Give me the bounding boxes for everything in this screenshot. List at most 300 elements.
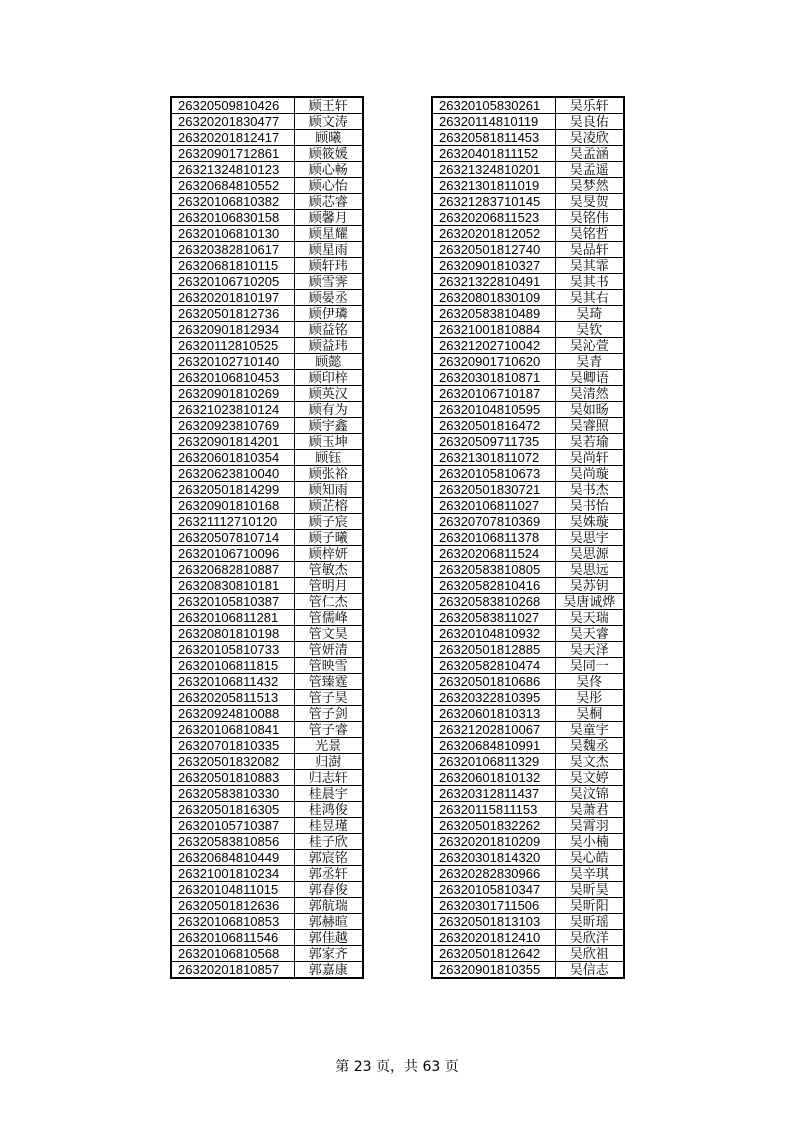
table-row bbox=[171, 690, 363, 706]
exam-number-cell: 26320105710387 bbox=[171, 818, 294, 834]
exam-number-cell: 26320106810853 bbox=[171, 914, 294, 930]
student-name-cell: 管敏杰 bbox=[294, 562, 363, 578]
table-row bbox=[432, 514, 624, 530]
table-row bbox=[432, 754, 624, 770]
student-name-cell: 郭家齐 bbox=[294, 946, 363, 962]
exam-number-cell: 26320901810355 bbox=[432, 962, 555, 979]
exam-number-cell: 26320104810595 bbox=[432, 402, 555, 418]
exam-number-cell: 26320583810268 bbox=[432, 594, 555, 610]
student-name-cell: 顾王轩 bbox=[294, 97, 363, 114]
student-name-cell: 吴天睿 bbox=[555, 626, 624, 642]
table-row bbox=[171, 418, 363, 434]
table-row bbox=[171, 258, 363, 274]
student-name-cell: 顾伊璘 bbox=[294, 306, 363, 322]
table-row bbox=[432, 434, 624, 450]
student-name-cell: 顾知雨 bbox=[294, 482, 363, 498]
student-name-cell: 吴凌欣 bbox=[555, 130, 624, 146]
student-name-cell: 吴铭哲 bbox=[555, 226, 624, 242]
student-name-cell: 顾懿 bbox=[294, 354, 363, 370]
student-name-cell: 吴思源 bbox=[555, 546, 624, 562]
student-name-cell: 吴苏钥 bbox=[555, 578, 624, 594]
student-name-cell: 吴青 bbox=[555, 354, 624, 370]
exam-number-cell: 26320701810335 bbox=[171, 738, 294, 754]
exam-number-cell: 26321324810123 bbox=[171, 162, 294, 178]
exam-number-cell: 26320115811153 bbox=[432, 802, 555, 818]
student-name-cell: 吴童宇 bbox=[555, 722, 624, 738]
table-row bbox=[432, 242, 624, 258]
student-name-cell: 吴睿照 bbox=[555, 418, 624, 434]
table-row bbox=[432, 562, 624, 578]
table-row bbox=[171, 386, 363, 402]
exam-number-cell: 26320830810181 bbox=[171, 578, 294, 594]
table-row bbox=[171, 530, 363, 546]
exam-number-cell: 26320106830158 bbox=[171, 210, 294, 226]
student-name-cell: 管子睿 bbox=[294, 722, 363, 738]
student-name-cell: 管明月 bbox=[294, 578, 363, 594]
student-name-cell: 郭嘉康 bbox=[294, 962, 363, 979]
table-row bbox=[432, 210, 624, 226]
table-row bbox=[171, 482, 363, 498]
exam-number-cell: 26320583811027 bbox=[432, 610, 555, 626]
exam-number-cell: 26320583810805 bbox=[432, 562, 555, 578]
student-name-cell: 吴昕瑶 bbox=[555, 914, 624, 930]
table-row bbox=[432, 818, 624, 834]
student-name-cell: 管儒峰 bbox=[294, 610, 363, 626]
table-row bbox=[171, 850, 363, 866]
student-name-cell: 顾文涛 bbox=[294, 114, 363, 130]
table-row bbox=[171, 674, 363, 690]
exam-number-cell: 26321301811019 bbox=[432, 178, 555, 194]
exam-number-cell: 26320924810088 bbox=[171, 706, 294, 722]
exam-number-cell: 26320583810489 bbox=[432, 306, 555, 322]
exam-number-cell: 26320501830721 bbox=[432, 482, 555, 498]
table-row bbox=[171, 290, 363, 306]
table-row bbox=[432, 290, 624, 306]
exam-number-cell: 26321001810234 bbox=[171, 866, 294, 882]
table-row bbox=[171, 930, 363, 946]
table-row bbox=[171, 706, 363, 722]
student-name-cell: 顾英汉 bbox=[294, 386, 363, 402]
exam-number-cell: 26320201810857 bbox=[171, 962, 294, 979]
table-row bbox=[432, 882, 624, 898]
exam-number-cell: 26320507810714 bbox=[171, 530, 294, 546]
exam-number-cell: 26320106810382 bbox=[171, 194, 294, 210]
exam-number-cell: 26320501832262 bbox=[432, 818, 555, 834]
table-row bbox=[171, 498, 363, 514]
exam-number-cell: 26320923810769 bbox=[171, 418, 294, 434]
table-row bbox=[171, 210, 363, 226]
student-name-cell: 管妍清 bbox=[294, 642, 363, 658]
table-row bbox=[171, 306, 363, 322]
exam-number-cell: 26320509810426 bbox=[171, 97, 294, 114]
student-name-cell: 吴如旸 bbox=[555, 402, 624, 418]
student-name-cell: 吴良佑 bbox=[555, 114, 624, 130]
exam-number-cell: 26320201810209 bbox=[432, 834, 555, 850]
exam-number-cell: 26320106811815 bbox=[171, 658, 294, 674]
exam-number-cell: 26320201810197 bbox=[171, 290, 294, 306]
exam-number-cell: 26320114810119 bbox=[432, 114, 555, 130]
table-row bbox=[432, 402, 624, 418]
student-name-cell: 顾子曦 bbox=[294, 530, 363, 546]
student-name-cell: 顾星雨 bbox=[294, 242, 363, 258]
table-row bbox=[171, 626, 363, 642]
table-row bbox=[171, 514, 363, 530]
table-row bbox=[171, 802, 363, 818]
exam-number-cell: 26320901712861 bbox=[171, 146, 294, 162]
student-name-cell: 吴唐诚烨 bbox=[555, 594, 624, 610]
student-name-cell: 顾轩玮 bbox=[294, 258, 363, 274]
exam-number-cell: 26320104811015 bbox=[171, 882, 294, 898]
exam-number-cell: 26321301811072 bbox=[432, 450, 555, 466]
exam-number-cell: 26320901812934 bbox=[171, 322, 294, 338]
table-row bbox=[171, 578, 363, 594]
student-name-cell: 顾益铭 bbox=[294, 322, 363, 338]
table-row bbox=[432, 338, 624, 354]
exam-number-cell: 26320501812885 bbox=[432, 642, 555, 658]
exam-number-cell: 26320105830261 bbox=[432, 97, 555, 114]
student-name-cell: 顾益玮 bbox=[294, 338, 363, 354]
exam-number-cell: 26320801830109 bbox=[432, 290, 555, 306]
table-row bbox=[171, 754, 363, 770]
student-name-cell: 吴昕昊 bbox=[555, 882, 624, 898]
exam-number-cell: 26320201812410 bbox=[432, 930, 555, 946]
exam-number-cell: 26320509711735 bbox=[432, 434, 555, 450]
table-row bbox=[432, 610, 624, 626]
exam-number-cell: 26320501813103 bbox=[432, 914, 555, 930]
student-name-cell: 吴萧君 bbox=[555, 802, 624, 818]
exam-number-cell: 26320684810552 bbox=[171, 178, 294, 194]
exam-number-cell: 26321023810124 bbox=[171, 402, 294, 418]
exam-number-cell: 26320801810198 bbox=[171, 626, 294, 642]
exam-number-cell: 26320582810416 bbox=[432, 578, 555, 594]
exam-number-cell: 26320301814320 bbox=[432, 850, 555, 866]
table-row bbox=[432, 770, 624, 786]
table-row bbox=[171, 738, 363, 754]
table-row bbox=[171, 114, 363, 130]
table-row bbox=[171, 450, 363, 466]
student-name-cell: 顾心畅 bbox=[294, 162, 363, 178]
table-row bbox=[432, 850, 624, 866]
table-row bbox=[432, 962, 624, 979]
student-name-cell: 顾子宸 bbox=[294, 514, 363, 530]
table-row bbox=[432, 722, 624, 738]
student-name-cell: 吴天瑞 bbox=[555, 610, 624, 626]
exam-number-cell: 26321202810067 bbox=[432, 722, 555, 738]
table-row bbox=[171, 818, 363, 834]
exam-number-cell: 26320206811523 bbox=[432, 210, 555, 226]
student-name-cell: 吴文杰 bbox=[555, 754, 624, 770]
table-row bbox=[432, 418, 624, 434]
exam-number-cell: 26320601810132 bbox=[432, 770, 555, 786]
student-name-cell: 顾印梓 bbox=[294, 370, 363, 386]
student-name-cell: 顾雪霁 bbox=[294, 274, 363, 290]
table-row bbox=[171, 962, 363, 979]
student-name-cell: 顾钰 bbox=[294, 450, 363, 466]
table-row bbox=[432, 530, 624, 546]
student-name-cell: 吴钦 bbox=[555, 322, 624, 338]
exam-number-cell: 26320106811546 bbox=[171, 930, 294, 946]
student-name-cell: 吴思宇 bbox=[555, 530, 624, 546]
exam-number-cell: 26320901810327 bbox=[432, 258, 555, 274]
exam-number-cell: 26320322810395 bbox=[432, 690, 555, 706]
student-name-cell: 吴昕阳 bbox=[555, 898, 624, 914]
table-row bbox=[171, 338, 363, 354]
table-row bbox=[171, 898, 363, 914]
student-name-cell: 桂昱瑾 bbox=[294, 818, 363, 834]
student-name-cell: 吴佟 bbox=[555, 674, 624, 690]
student-name-cell: 归志轩 bbox=[294, 770, 363, 786]
student-name-cell: 顾玉坤 bbox=[294, 434, 363, 450]
table-row bbox=[432, 146, 624, 162]
table-row bbox=[432, 226, 624, 242]
table-row bbox=[432, 130, 624, 146]
table-row bbox=[171, 130, 363, 146]
exam-number-cell: 26320681810115 bbox=[171, 258, 294, 274]
table-row bbox=[432, 258, 624, 274]
table-row bbox=[171, 242, 363, 258]
student-name-cell: 管子昊 bbox=[294, 690, 363, 706]
student-name-cell: 郭春俊 bbox=[294, 882, 363, 898]
exam-number-cell: 26320106810453 bbox=[171, 370, 294, 386]
table-row bbox=[171, 178, 363, 194]
student-name-cell: 顾张裕 bbox=[294, 466, 363, 482]
exam-number-cell: 26320112810525 bbox=[171, 338, 294, 354]
exam-number-cell: 26320601810354 bbox=[171, 450, 294, 466]
exam-number-cell: 26320105810733 bbox=[171, 642, 294, 658]
table-row bbox=[432, 370, 624, 386]
table-row bbox=[432, 786, 624, 802]
exam-number-cell: 26320901710620 bbox=[432, 354, 555, 370]
student-name-cell: 归澍 bbox=[294, 754, 363, 770]
student-name-cell: 吴沁萱 bbox=[555, 338, 624, 354]
exam-number-cell: 26320106710187 bbox=[432, 386, 555, 402]
exam-number-cell: 26320282830966 bbox=[432, 866, 555, 882]
student-name-cell: 桂鸿俊 bbox=[294, 802, 363, 818]
student-name-cell: 管仁杰 bbox=[294, 594, 363, 610]
table-row bbox=[432, 946, 624, 962]
student-name-cell: 吴小楠 bbox=[555, 834, 624, 850]
exam-number-cell: 26320901810168 bbox=[171, 498, 294, 514]
table-row bbox=[171, 658, 363, 674]
table-row bbox=[171, 434, 363, 450]
table-row bbox=[171, 946, 363, 962]
exam-number-cell: 26320106811378 bbox=[432, 530, 555, 546]
page-footer: 第 23 页，共 63 页 bbox=[335, 1059, 459, 1075]
student-name-cell: 吴欣祖 bbox=[555, 946, 624, 962]
exam-number-cell: 26321324810201 bbox=[432, 162, 555, 178]
exam-number-cell: 26320105810673 bbox=[432, 466, 555, 482]
student-name-cell: 顾曦 bbox=[294, 130, 363, 146]
student-name-cell: 吴彤 bbox=[555, 690, 624, 706]
table-row bbox=[432, 802, 624, 818]
roster-table-left-body bbox=[171, 97, 363, 978]
exam-number-cell: 26320106811432 bbox=[171, 674, 294, 690]
table-row bbox=[432, 738, 624, 754]
exam-number-cell: 26321322810491 bbox=[432, 274, 555, 290]
student-name-cell: 管文昊 bbox=[294, 626, 363, 642]
student-name-cell: 吴孟涵 bbox=[555, 146, 624, 162]
table-row bbox=[171, 722, 363, 738]
exam-number-cell: 26320106710205 bbox=[171, 274, 294, 290]
table-row bbox=[432, 834, 624, 850]
table-row bbox=[432, 274, 624, 290]
student-name-cell: 吴魏丞 bbox=[555, 738, 624, 754]
student-name-cell: 吴姝璇 bbox=[555, 514, 624, 530]
table-row bbox=[432, 930, 624, 946]
student-name-cell: 管映雪 bbox=[294, 658, 363, 674]
table-row bbox=[171, 914, 363, 930]
exam-number-cell: 26320501816472 bbox=[432, 418, 555, 434]
table-row bbox=[171, 354, 363, 370]
student-name-cell: 吴其书 bbox=[555, 274, 624, 290]
student-name-cell: 吴孟遥 bbox=[555, 162, 624, 178]
table-row bbox=[432, 162, 624, 178]
student-name-cell: 顾宇鑫 bbox=[294, 418, 363, 434]
exam-number-cell: 26320684810449 bbox=[171, 850, 294, 866]
exam-number-cell: 26320106810568 bbox=[171, 946, 294, 962]
student-name-cell: 顾星耀 bbox=[294, 226, 363, 242]
table-row bbox=[432, 706, 624, 722]
table-row bbox=[171, 882, 363, 898]
exam-number-cell: 26320201812052 bbox=[432, 226, 555, 242]
student-name-cell: 吴欣洋 bbox=[555, 930, 624, 946]
student-name-cell: 吴卿语 bbox=[555, 370, 624, 386]
table-row bbox=[432, 626, 624, 642]
exam-number-cell: 26320582810474 bbox=[432, 658, 555, 674]
student-name-cell: 吴乐轩 bbox=[555, 97, 624, 114]
table-row bbox=[171, 770, 363, 786]
student-name-cell: 郭丞轩 bbox=[294, 866, 363, 882]
table-row bbox=[432, 658, 624, 674]
student-name-cell: 郭佳越 bbox=[294, 930, 363, 946]
student-name-cell: 顾梓妍 bbox=[294, 546, 363, 562]
table-row bbox=[432, 194, 624, 210]
exam-number-cell: 26320104810932 bbox=[432, 626, 555, 642]
exam-number-cell: 26320105810387 bbox=[171, 594, 294, 610]
exam-number-cell: 26320382810617 bbox=[171, 242, 294, 258]
student-name-cell: 顾晏丞 bbox=[294, 290, 363, 306]
student-name-cell: 郭航瑞 bbox=[294, 898, 363, 914]
table-row bbox=[432, 114, 624, 130]
table-row bbox=[171, 322, 363, 338]
exam-number-cell: 26320501810883 bbox=[171, 770, 294, 786]
student-name-cell: 吴心皓 bbox=[555, 850, 624, 866]
exam-number-cell: 26320106810130 bbox=[171, 226, 294, 242]
student-name-cell: 顾芯睿 bbox=[294, 194, 363, 210]
student-name-cell: 吴其霏 bbox=[555, 258, 624, 274]
exam-number-cell: 26320501812740 bbox=[432, 242, 555, 258]
table-row bbox=[432, 866, 624, 882]
exam-number-cell: 26320601810313 bbox=[432, 706, 555, 722]
student-name-cell: 吴若瑜 bbox=[555, 434, 624, 450]
exam-number-cell: 26320312811437 bbox=[432, 786, 555, 802]
exam-number-cell: 26320501812642 bbox=[432, 946, 555, 962]
student-name-cell: 吴尚璇 bbox=[555, 466, 624, 482]
exam-number-cell: 26320583810330 bbox=[171, 786, 294, 802]
exam-number-cell: 26320401811152 bbox=[432, 146, 555, 162]
table-row bbox=[432, 482, 624, 498]
exam-number-cell: 26320901810269 bbox=[171, 386, 294, 402]
table-row bbox=[171, 226, 363, 242]
exam-number-cell: 26320102710140 bbox=[171, 354, 294, 370]
roster-table-left bbox=[170, 96, 364, 979]
student-name-cell: 顾芷榕 bbox=[294, 498, 363, 514]
table-row bbox=[171, 194, 363, 210]
student-name-cell: 吴清然 bbox=[555, 386, 624, 402]
table-row bbox=[432, 386, 624, 402]
exam-number-cell: 26320581811453 bbox=[432, 130, 555, 146]
exam-number-cell: 26320501832082 bbox=[171, 754, 294, 770]
student-name-cell: 吴辛琪 bbox=[555, 866, 624, 882]
exam-number-cell: 26320501814299 bbox=[171, 482, 294, 498]
exam-number-cell: 26320501810686 bbox=[432, 674, 555, 690]
exam-number-cell: 26321001810884 bbox=[432, 322, 555, 338]
table-row bbox=[171, 546, 363, 562]
table-row bbox=[432, 322, 624, 338]
student-name-cell: 吴同一 bbox=[555, 658, 624, 674]
table-row bbox=[432, 178, 624, 194]
table-row bbox=[432, 466, 624, 482]
student-name-cell: 吴信志 bbox=[555, 962, 624, 979]
student-name-cell: 吴琦 bbox=[555, 306, 624, 322]
student-name-cell: 吴书怡 bbox=[555, 498, 624, 514]
student-name-cell: 桂子欣 bbox=[294, 834, 363, 850]
table-row bbox=[171, 786, 363, 802]
exam-number-cell: 26320206811524 bbox=[432, 546, 555, 562]
table-row bbox=[171, 834, 363, 850]
student-name-cell: 吴品轩 bbox=[555, 242, 624, 258]
student-name-cell: 顾筱媛 bbox=[294, 146, 363, 162]
exam-number-cell: 26320301711506 bbox=[432, 898, 555, 914]
roster-table-right-body bbox=[432, 97, 624, 978]
table-row bbox=[432, 594, 624, 610]
exam-number-cell: 26321202710042 bbox=[432, 338, 555, 354]
student-name-cell: 吴其右 bbox=[555, 290, 624, 306]
exam-number-cell: 26320707810369 bbox=[432, 514, 555, 530]
student-name-cell: 吴书杰 bbox=[555, 482, 624, 498]
exam-number-cell: 26320205811513 bbox=[171, 690, 294, 706]
exam-number-cell: 26320623810040 bbox=[171, 466, 294, 482]
student-name-cell: 吴天泽 bbox=[555, 642, 624, 658]
table-row bbox=[171, 162, 363, 178]
table-row bbox=[171, 370, 363, 386]
student-name-cell: 郭赫暄 bbox=[294, 914, 363, 930]
roster-table-right bbox=[431, 96, 625, 979]
student-name-cell: 管子剑 bbox=[294, 706, 363, 722]
student-name-cell: 吴旻贺 bbox=[555, 194, 624, 210]
student-name-cell: 吴尚轩 bbox=[555, 450, 624, 466]
table-row bbox=[171, 642, 363, 658]
student-name-cell: 郭宸铭 bbox=[294, 850, 363, 866]
table-row bbox=[171, 146, 363, 162]
exam-number-cell: 26320583810856 bbox=[171, 834, 294, 850]
student-name-cell: 桂晨宇 bbox=[294, 786, 363, 802]
student-name-cell: 吴桐 bbox=[555, 706, 624, 722]
student-name-cell: 吴梦然 bbox=[555, 178, 624, 194]
table-row bbox=[171, 274, 363, 290]
student-name-cell: 吴思远 bbox=[555, 562, 624, 578]
exam-number-cell: 26320201830477 bbox=[171, 114, 294, 130]
exam-number-cell: 26320106810841 bbox=[171, 722, 294, 738]
table-row bbox=[432, 306, 624, 322]
exam-number-cell: 26320682810887 bbox=[171, 562, 294, 578]
student-name-cell: 顾馨月 bbox=[294, 210, 363, 226]
table-row bbox=[432, 97, 624, 114]
student-name-cell: 吴铭伟 bbox=[555, 210, 624, 226]
student-name-cell: 光景 bbox=[294, 738, 363, 754]
student-name-cell: 顾有为 bbox=[294, 402, 363, 418]
student-name-cell: 顾心怡 bbox=[294, 178, 363, 194]
